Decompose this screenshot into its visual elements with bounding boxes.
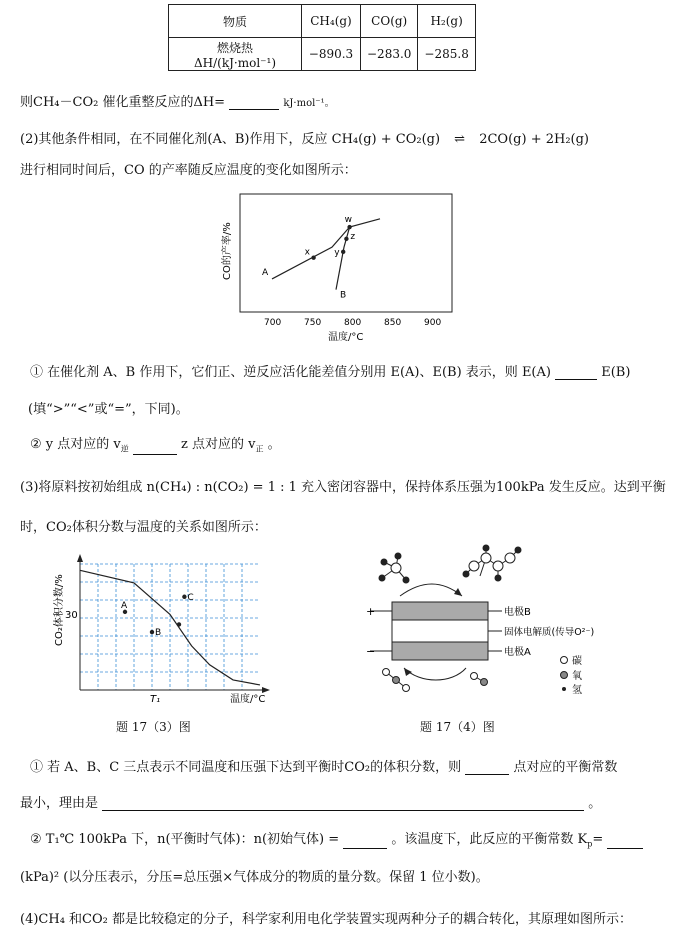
- legend-carbon: 碳: [572, 656, 582, 667]
- legend-oxygen-icon: [561, 672, 568, 679]
- question-3-1-end: 。: [588, 796, 602, 811]
- question-3-2-line-2: (kPa)² (以分压表示，分压=总压强×气体成分的物质的量分数。保留 1 位小数)。: [20, 870, 489, 885]
- x-tick-label: T₁: [150, 694, 161, 705]
- point-C: [182, 595, 186, 599]
- question-3-1-reason: 最小，理由是: [20, 796, 99, 811]
- label-electrode-b: 电极B: [504, 607, 531, 618]
- x-tick-label: 750: [304, 318, 322, 328]
- question-2-1-line: [30, 361, 630, 380]
- question-4-line: (4)CH₄ 和CO₂ 都是比较稳定的分子，科学家利用电化学装置实现两种分子的耦合转化，其原理如图所示：: [20, 912, 632, 927]
- x-axis-arrow: [262, 687, 270, 693]
- question-1-text: 则CH₄－CO₂ 催化重整反应的ΔH=: [20, 95, 226, 110]
- question-2-1-compare: E(B): [601, 365, 631, 380]
- question-1-line: [20, 91, 335, 110]
- answer-blank[interactable]: [133, 442, 177, 455]
- grid: [80, 564, 260, 690]
- arrowhead: [454, 588, 462, 596]
- point-label: y: [334, 247, 340, 258]
- point-x: [311, 256, 315, 260]
- x-tick-label: 800: [344, 318, 362, 328]
- x-axis-label: 温度/°C: [328, 332, 364, 343]
- question-3-1-text-b: 点对应的平衡常数: [513, 760, 618, 775]
- answer-blank[interactable]: [607, 836, 643, 849]
- question-1-unit: kJ·mol⁻¹。: [283, 98, 335, 109]
- plus-terminal: +: [366, 605, 376, 618]
- solid-electrolyte: [392, 620, 488, 642]
- table-cell: −890.3: [302, 38, 361, 71]
- table-header-row: [169, 5, 476, 38]
- reaction-arrow: [400, 584, 462, 596]
- subscript-p: p: [587, 839, 593, 849]
- co-yield-chart: [210, 188, 460, 346]
- point-w: [347, 225, 351, 229]
- data-points: [305, 215, 356, 260]
- table-header-cell: CH₄(g): [302, 5, 361, 38]
- subscript-reverse: 逆: [120, 444, 129, 454]
- point-label: x: [304, 247, 310, 258]
- question-3-1-line: [30, 756, 617, 775]
- y-axis-label: CO的产率/%: [222, 222, 233, 280]
- answer-blank[interactable]: [343, 836, 387, 849]
- table-cell: −283.0: [361, 38, 418, 71]
- data-points: [121, 593, 194, 638]
- co2-fraction-chart: [40, 550, 280, 710]
- question-3-line-2: 时，CO₂体积分数与温度的关系如图所示：: [20, 520, 267, 535]
- series-label: B: [340, 290, 347, 301]
- point-label: A: [121, 600, 128, 611]
- x-tick-labels: [264, 318, 441, 328]
- question-2-1-hint: (填“>”“<”或“=”，下同)。: [28, 402, 189, 417]
- question-3-line: (3)将原料按初始组成 n(CH₄) : n(CO₂) = 1 : 1 充入密闭容器中，保持体系压强为100kPa 发生反应。达到平衡: [20, 480, 666, 495]
- subscript-forward: 正: [255, 444, 264, 454]
- point-label: z: [350, 231, 356, 242]
- electrode-b: [392, 602, 488, 620]
- y-axis-arrow: [77, 554, 83, 562]
- series-line-a: [272, 219, 380, 279]
- x-tick-label: 850: [384, 318, 402, 328]
- point-label: C: [187, 592, 194, 603]
- label-electrode-a: 电极A: [504, 647, 531, 658]
- series-label: A: [262, 267, 269, 278]
- answer-blank[interactable]: [465, 762, 509, 775]
- table-header-cell: H₂(g): [418, 5, 475, 38]
- question-3-1-text: ① 若 A、B、C 三点表示不同温度和压强下达到平衡时CO₂的体积分数，则: [30, 760, 462, 775]
- table-cell: −285.8: [418, 38, 475, 71]
- question-2-products: 2CO(g) + 2H₂(g): [479, 132, 590, 147]
- answer-blank[interactable]: [229, 97, 279, 110]
- minus-terminal: −: [366, 645, 376, 658]
- point-label: B: [155, 628, 162, 639]
- curve: [80, 570, 260, 685]
- legend-oxygen: 氧: [572, 671, 582, 682]
- question-3-2-text-b: 。该温度下，此反应的平衡常数 K: [391, 832, 588, 847]
- question-3-1-line-2: [20, 792, 601, 811]
- question-2-2-text: ② y 点对应的 v: [30, 437, 121, 452]
- question-2-line: [20, 128, 589, 147]
- figure-4-caption: 题 17（4）图: [420, 720, 495, 734]
- series-line-b: [336, 227, 350, 290]
- question-2-2-end: 。: [267, 437, 281, 452]
- co-molecule-icon: [471, 673, 488, 686]
- x-tick-label: 700: [264, 318, 282, 328]
- question-3-2-line: [30, 828, 643, 849]
- question-2-line-2: 进行相同时间后，CO 的产率随反应温度的变化如图所示：: [20, 163, 357, 178]
- point-B: [150, 630, 154, 634]
- x-axis-label: 温度/°C: [230, 694, 266, 705]
- electrochemical-diagram: [362, 544, 622, 696]
- legend-hydrogen: 氢: [572, 685, 582, 696]
- figure-3-caption: 题 17（3）图: [116, 720, 191, 734]
- question-2-2-line: [30, 433, 281, 455]
- point-label: w: [344, 215, 352, 226]
- table-row-label: 燃烧热 ΔH/(kJ·mol⁻¹): [169, 38, 302, 71]
- co2-molecule-icon: [379, 553, 409, 583]
- point-y: [341, 250, 345, 254]
- point-t1: [177, 622, 181, 626]
- legend-carbon-icon: [561, 657, 568, 664]
- y-tick-label: 30: [65, 610, 78, 621]
- legend-hydrogen-icon: [562, 687, 566, 691]
- equilibrium-arrow: ⇌: [454, 132, 466, 147]
- answer-blank[interactable]: [102, 798, 584, 811]
- question-2-1-text: ① 在催化剂 A、B 作用下，它们正、逆反应活化能差值分别用 E(A)、E(B) 表示，则 E(A): [30, 365, 551, 380]
- label-electrolyte: 固体电解质(传导O²⁻): [504, 627, 595, 638]
- electrode-a: [392, 642, 488, 660]
- y-axis-label: CO₂体积分数/%: [54, 574, 65, 646]
- point-z: [344, 237, 348, 241]
- question-3-2-text: ② T₁℃ 100kPa 下，n(平衡时气体)：n(初始气体) =: [30, 832, 340, 847]
- table-row: [169, 38, 476, 71]
- question-2-2-text-b: z 点对应的 v: [181, 437, 256, 452]
- product-molecule-icon: [463, 545, 521, 581]
- x-tick-label: 900: [424, 318, 442, 328]
- combustion-heat-table: [168, 4, 476, 71]
- table-header-cell: CO(g): [361, 5, 418, 38]
- series-curve: [80, 570, 260, 685]
- equals: =: [592, 832, 604, 847]
- reaction-arrow-bottom: [404, 668, 466, 680]
- question-2-intro: (2)其他条件相同，在不同催化剂(A、B)作用下，反应 CH₄(g) + CO₂(g): [20, 132, 441, 147]
- answer-blank[interactable]: [555, 367, 597, 380]
- table-header-cell: 物质: [169, 5, 302, 38]
- series-lines: [262, 219, 380, 301]
